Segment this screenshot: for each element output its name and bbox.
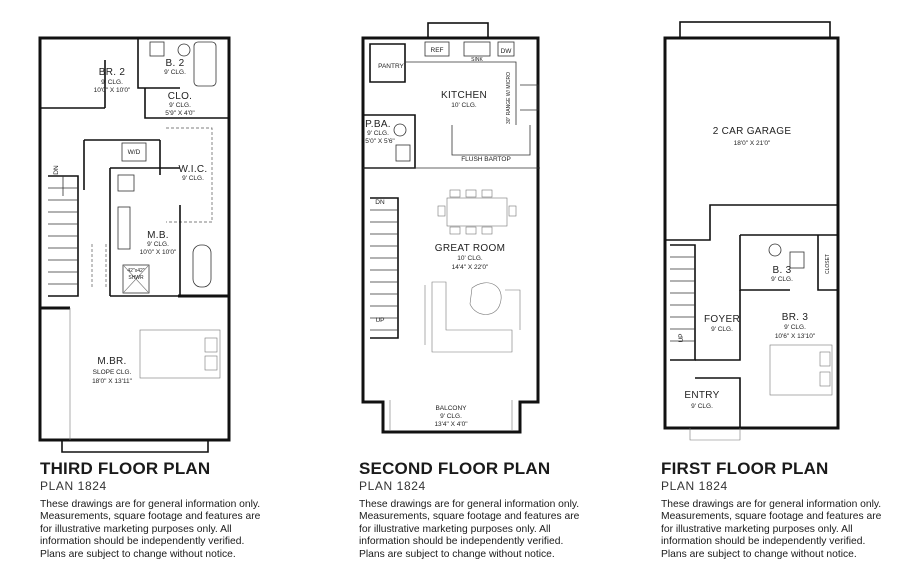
mb-dimensions: 10'0" X 10'0" <box>139 249 177 256</box>
fridge-label: REF <box>430 47 444 54</box>
br3-label: BR. 3 <box>781 312 809 323</box>
second-floor-title: SECOND FLOOR PLAN <box>359 459 551 478</box>
pba-dimensions: 5'0" X 5'6" <box>365 138 395 145</box>
great-room-dimensions: 14'4" X 22'0" <box>451 264 489 271</box>
br2-dimensions: 10'0" X 10'0" <box>93 87 131 94</box>
kitchen-label: KITCHEN <box>441 90 487 101</box>
entry-ceiling: 9' CLG. <box>691 403 713 410</box>
washer-dryer-label: W/D <box>127 149 141 156</box>
third-floor-caption <box>40 459 280 561</box>
br2-ceiling: 9' CLG. <box>101 79 123 86</box>
shower-label: SHWR <box>128 275 144 281</box>
mbr-ceiling: SLOPE CLG. <box>92 369 132 376</box>
third-floor-title: THIRD FLOOR PLAN <box>40 459 211 478</box>
br3-ceiling: 9' CLG. <box>784 324 806 331</box>
br2-label: BR. 2 <box>98 67 126 78</box>
bartop-label: FLUSH BARTOP <box>461 156 511 163</box>
kitchen-ceiling: 10' CLG. <box>451 102 477 109</box>
entry-label: ENTRY <box>684 390 720 401</box>
pba-label: P.BA. <box>365 119 391 130</box>
third-floor-plan <box>40 38 229 452</box>
third-floor-plan-number: PLAN 1824 <box>40 479 107 493</box>
mb-ceiling: 9' CLG. <box>147 241 169 248</box>
garage-label: 2 CAR GARAGE <box>712 126 792 137</box>
pba-ceiling: 9' CLG. <box>367 130 389 137</box>
wic-ceiling: 9' CLG. <box>182 175 204 182</box>
first-floor-title: FIRST FLOOR PLAN <box>661 459 829 478</box>
first-floor-plan-number: PLAN 1824 <box>661 479 728 493</box>
great-room-ceiling: 10' CLG. <box>457 255 483 262</box>
first-floor-caption <box>661 459 900 561</box>
first-floor-disclaimer: These drawings are for general information only. Measurements, square footage and features are for illustrative marketing purposes only. All information should be independently verified. Plans are subject to change without notice. <box>661 499 882 560</box>
clo-ceiling: 9' CLG. <box>169 102 191 109</box>
second-floor-plan <box>363 23 540 432</box>
balcony-label: BALCONY <box>435 405 467 412</box>
mbr-dimensions: 18'0" X 13'11" <box>92 378 132 385</box>
clo-dimensions: 5'9" X 4'0" <box>165 110 195 117</box>
br3-dimensions: 10'6" X 13'10" <box>774 333 816 340</box>
stair-up-label: UP <box>678 333 685 343</box>
stair-dn-label: DN <box>53 165 60 175</box>
b3-label: B. 3 <box>772 265 792 276</box>
great-room-label: GREAT ROOM <box>434 243 506 254</box>
mbr-label: M.BR. <box>97 356 127 367</box>
b2-label: B. 2 <box>165 58 185 69</box>
foyer-ceiling: 9' CLG. <box>711 326 733 333</box>
shower-size: 42"x42" <box>127 268 145 274</box>
pantry-label: PANTRY <box>378 63 404 70</box>
b2-ceiling: 9' CLG. <box>164 69 186 76</box>
balcony-dimensions: 13'4" X 4'0" <box>434 421 468 428</box>
wic-label: W.I.C. <box>178 164 208 175</box>
range-label: 30" RANGE W/ MICRO <box>506 71 512 125</box>
third-floor-disclaimer: These drawings are for general information only. Measurements, square footage and features are for illustrative marketing purposes only. All information should be independently verified. Plans are subject to change without notice. <box>40 499 261 560</box>
garage-dimensions: 18'0" X 21'0" <box>733 140 771 147</box>
second-floor-disclaimer: These drawings are for general information only. Measurements, square footage and features are for illustrative marketing purposes only. All information should be independently verified. Plans are subject to change without notice. <box>359 499 580 560</box>
clo-label: CLO. <box>167 91 193 102</box>
second-floor-caption <box>359 459 599 561</box>
foyer-label: FOYER <box>704 314 740 325</box>
dishwasher-label: DW <box>500 48 512 55</box>
balcony-ceiling: 9' CLG. <box>440 413 462 420</box>
sink-label: SINK <box>471 57 483 63</box>
second-floor-plan-number: PLAN 1824 <box>359 479 426 493</box>
b3-ceiling: 9' CLG. <box>771 276 793 283</box>
stair-dn-label: DN <box>375 199 385 206</box>
stair-up-label: UP <box>375 317 385 324</box>
closet-label: CLOSET <box>825 253 831 275</box>
mb-label: M.B. <box>147 230 169 241</box>
first-floor-plan <box>665 22 838 440</box>
